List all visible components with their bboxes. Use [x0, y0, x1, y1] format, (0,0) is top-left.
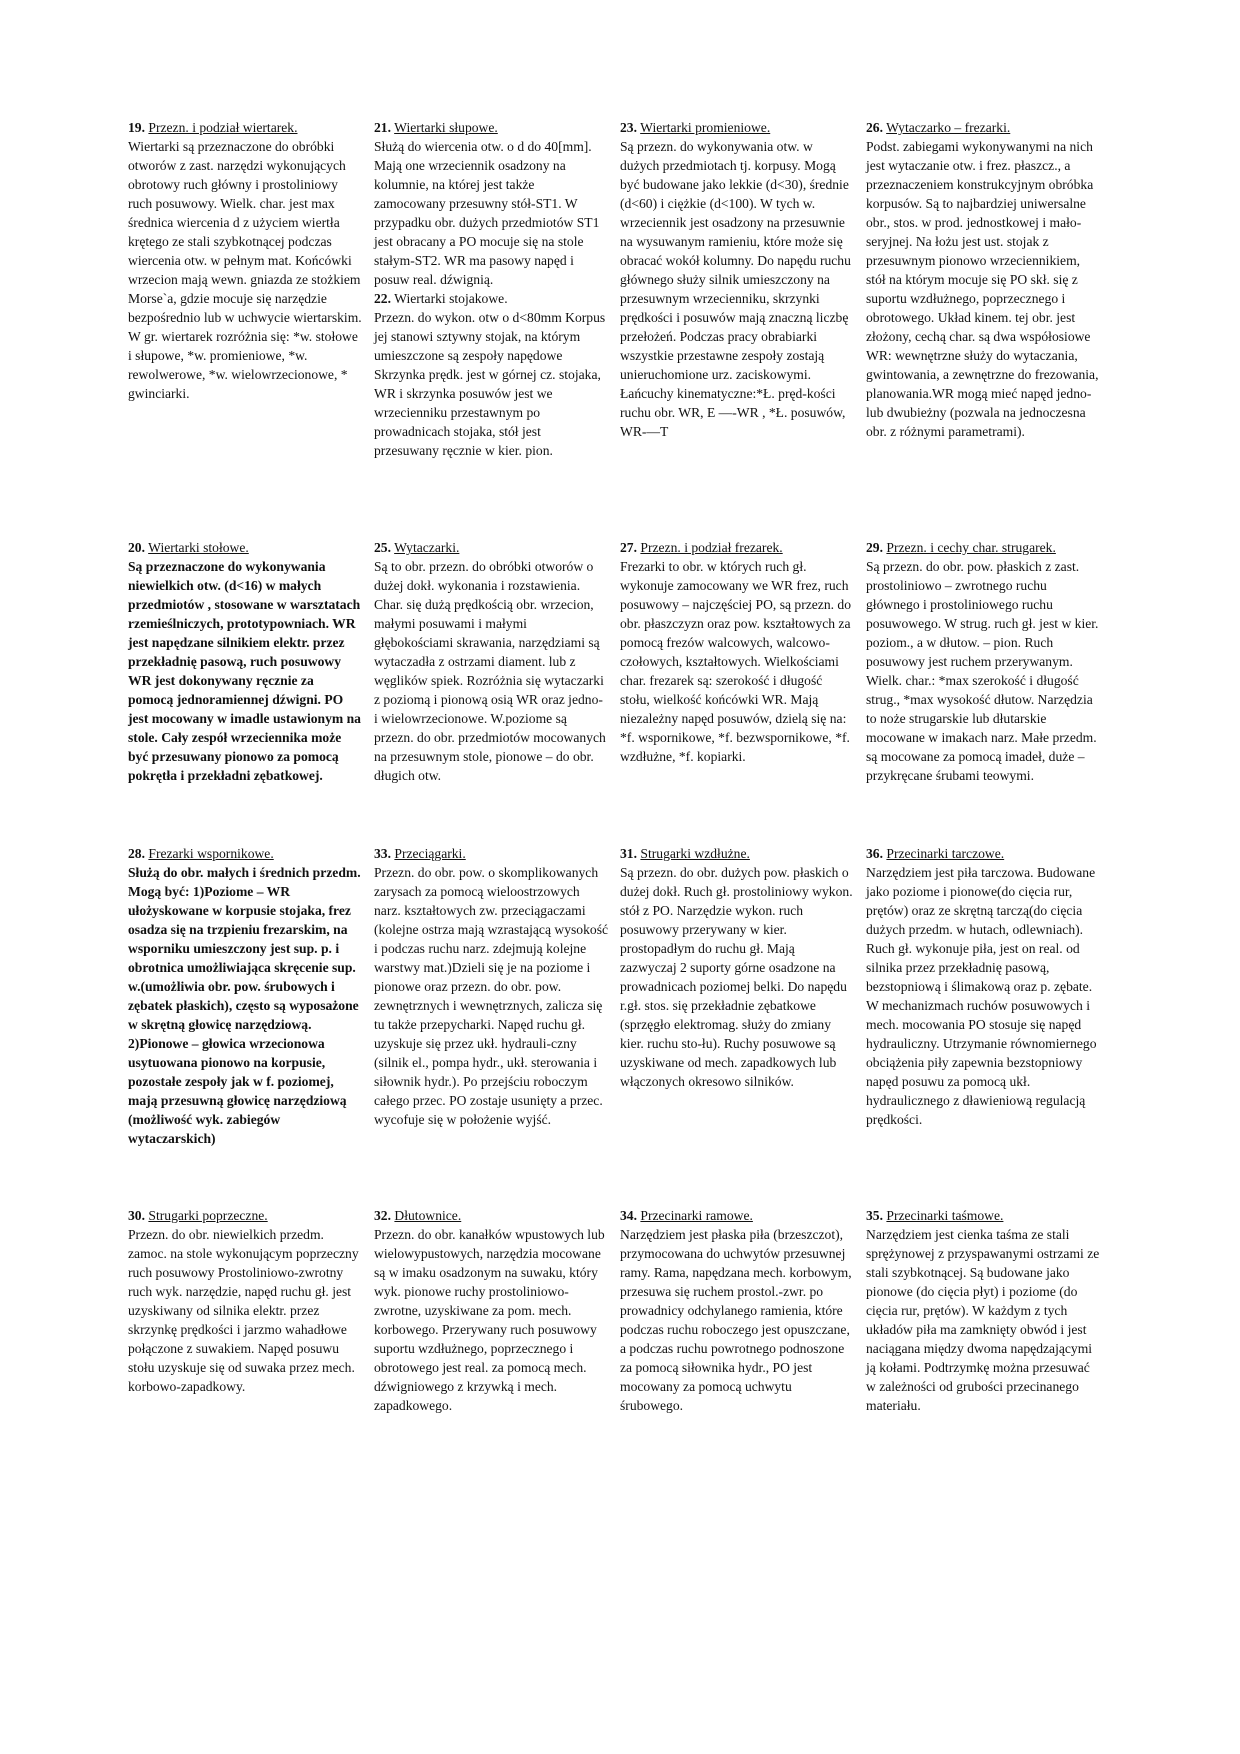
section-number: 26. — [866, 120, 883, 135]
section-text: Narzędziem jest piła tarczowa. Budowane jako poziome i pionowe(do cięcia rur, prętów) oraz ze skrętną tarczą(do cięcia dużych przedm. w hutach, odlewniach). Ruch gł. wykonuje piła, jest on real. od silnika przez przekładnię pasową, bezstopniową i ślimakową oraz p. zębate. W mechanizmach ruchów posuwowych i mech. mocowania PO stosuje się napęd hydrauliczny. Utrzymanie równomiernego obciążenia piły zapewnia bezstopniowy napęd posuwu za pomocą ukł. hydraulicznego z dławieniową regulacją prędkości. — [866, 865, 1097, 1127]
section-number: 33. — [374, 846, 391, 861]
section-text: Przezn. do wykon. otw o d<80mm Korpus jej stanowi sztywny stojak, na którym umieszczone są zespoły napędowe Skrzynka prędk. jest w górnej cz. stojaka, WR i skrzynka posuwów jest we wrzecienniku przestawnym po prowadnicach stojaka, stół jest przesuwany ręcznie w kier. pion. — [374, 310, 606, 458]
section-21 — [374, 118, 608, 460]
section-text: Przezn. do obr. kanałków wpustowych lub wielowypustowych, narzędzia mocowane są w imaku osadzonym na suwaku, który wyk. pionowe ruchy prostoliniowo-zwrotne, uzyskiwane za pom. mech. korbowego. Przerywany ruch posuwowy suportu wzdłużnego, poprzecznego i obrotowego jest real. za pomocą mech. dźwigniowego z krzywką i mech. zapadkowego. — [374, 1227, 605, 1413]
section-title: Wytaczarki. — [394, 540, 460, 555]
section-title: Przecinarki taśmowe. — [886, 1208, 1004, 1223]
section-33 — [374, 844, 608, 1129]
section-28 — [128, 844, 362, 1148]
section-title: Wytaczarko – frezarki. — [886, 120, 1011, 135]
section-27 — [620, 538, 854, 766]
section-29 — [866, 538, 1100, 785]
section-number: 32. — [374, 1208, 391, 1223]
section-number: 29. — [866, 540, 883, 555]
section-title: Dłutownice. — [394, 1208, 462, 1223]
section-35 — [866, 1206, 1100, 1415]
section-number: 21. — [374, 120, 391, 135]
section-text: Służą do wiercenia otw. o d do 40[mm]. Mają one wrzeciennik osadzony na kolumnie, na której jest także zamocowany przesuwny stół-ST1. W przypadku obr. dużych przedmiotów ST1 jest obracany a PO mocuje się na stole stałym-ST2. WR ma pasowy napęd i posuw real. dźwignią. — [374, 139, 600, 287]
section-number: 28. — [128, 846, 145, 861]
section-text: Są przezn. do wykonywania otw. w dużych przedmiotach tj. korpusy. Mogą być budowane jako lekkie (d<30), średnie (d<60) i ciężkie (d<100). W tych w. wrzeciennik jest osadzony na przesuwnie na wysuwanym ramieniu, które może się obracać wokół kolumny. Do napędu ruchu głównego służy silnik umieszczony na przesuwnym wrzecienniku, skrzynki prędkości i posuwów mają znaczną liczbę przełożeń. Podczas pracy obrabiarki wszystkie przestawne zespoły zostają unieruchomione urz. zaciskowymi. Łańcuchy kinematyczne:*Ł. pręd-kości ruchu obr. WR, E —-WR , *Ł. posuwów, WR-—T — [620, 139, 851, 439]
section-title: Strugarki poprzeczne. — [148, 1208, 268, 1223]
section-number: 25. — [374, 540, 391, 555]
section-number: 27. — [620, 540, 637, 555]
section-number: 31. — [620, 846, 637, 861]
section-title: Przecinarki tarczowe. — [886, 846, 1005, 861]
section-number: 36. — [866, 846, 883, 861]
section-text: Frezarki to obr. w których ruch gł. wykonuje zamocowany we WR frez, ruch posuwowy – najczęściej PO, są przezn. do obr. płaszczyzn oraz pow. kształtowych za pomocą frezów walcowych, walcowo-czołowych, kształtowych. Wielkościami char. frezarek są: szerokość i długość stołu, wielkość końcówki WR. Mają niezależny napęd posuwów, dzielą się na: *f. wspornikowe, *f. bezwspornikowe, *f. wzdłużne, *f. kopiarki. — [620, 559, 852, 764]
section-text: Przezn. do obr. niewielkich przedm. zamoc. na stole wykonującym poprzeczny ruch posuwowy Prostoliniowo-zwrotny ruch wyk. narzędzie, napęd ruchu gł. jest uzyskiwany od silnika elektr. przez skrzynkę prędkości i jarzmo wahadłowe połączone z suwakiem. Napęd posuwu stołu uzyskuje się od suwaka przez mech. korbowo-zapadkowy. — [128, 1227, 359, 1394]
section-title: Wiertarki stołowe. — [148, 540, 249, 555]
section-text: Wiertarki są przeznaczone do obróbki otworów z zast. narzędzi wykonujących obrotowy ruch główny i prostoliniowy ruch posuwowy. Wielk. char. jest max średnica wiercenia d z użyciem wiertła krętego ze stali szybkotnącej podczas wiercenia otw. w pełnym mat. Końcówki wrzecion mają wewn. gniazda ze stożkiem Morse`a, gdzie mocuje się narzędzie bezpośrednio lub w uchwycie wiertarskim. W gr. wiertarek rozróżnia się: *w. stołowe i słupowe, *w. promieniowe, *w. rewolwerowe, *w. wielowrzecionowe, * gwinciarki. — [128, 139, 362, 401]
section-title: Przezn. i podział frezarek. — [640, 540, 783, 555]
section-text: Są przeznaczone do wykonywania niewielkich otw. (d<16) w małych przedmiotów , stosowane w warsztatach rzemieślniczych, prototypowniach. WR jest napędzane silnikiem elektr. przez przekładnię pasową, ruch posuwowy WR jest dokonywany ręcznie za pomocą jednoramiennej dźwigni. PO jest mocowany w imadle ustawionym na stole. Cały zespół wrzeciennika może być przesuwany pionowo za pomocą pokrętła i przekładni zębatkowej. — [128, 559, 361, 783]
section-25 — [374, 538, 608, 785]
section-title: Przeciągarki. — [394, 846, 466, 861]
section-title: Wiertarki słupowe. — [394, 120, 498, 135]
section-34 — [620, 1206, 854, 1415]
section-number: 20. — [128, 540, 145, 555]
section-title: Wiertarki stojakowe. — [394, 291, 508, 306]
section-text: Służą do obr. małych i średnich przedm. Mogą być: 1)Poziome – WR ułożyskowane w korpusie stojaka, frez osadza się na trzpieniu frezarskim, na wsporniku umieszczony jest sup. p. i obrotnica umożliwiająca skręcenie sup. w.(umożliwia obr. pow. śrubowych i zębatek płaskich), często są wyposażone w skrętną głowicę narzędziową. 2)Pionowe – głowica wrzecionowa usytuowana pionowo na korpusie, pozostałe zespoły jak w f. poziomej, mają przesuwną głowicę narzędziową (możliwość wyk. zabiegów wytaczarskich) — [128, 865, 361, 1146]
section-number: 23. — [620, 120, 637, 135]
section-title: Strugarki wzdłużne. — [640, 846, 750, 861]
section-title: Przecinarki ramowe. — [640, 1208, 753, 1223]
section-title: Wiertarki promieniowe. — [640, 120, 771, 135]
section-number: 22. — [374, 291, 391, 306]
section-text: Narzędziem jest cienka taśma ze stali sprężynowej z przyspawanymi ostrzami ze stali szybkotnącej. Są budowane jako pionowe (do cięcia płyt) i poziome (do cięcia rur, prętów). W każdym z tych układów piła ma zamknięty obwód i jest naciągana między dwoma napędzającymi ją kołami. Podtrzymkę można przesuwać w zależności od grubości przecinanego materiału. — [866, 1227, 1100, 1413]
section-32 — [374, 1206, 608, 1415]
section-text: Są przezn. do obr. pow. płaskich z zast. prostoliniowo – zwrotnego ruchu głównego i prostoliniowego ruchu posuwowego. W strug. ruch gł. jest w kier. poziom., a w dłutow. – pion. Ruch posuwowy jest ruchem przerywanym. Wielk. char.: *max szerokość i długość strug., *max wysokość dłutow. Narzędzia to noże strugarskie lub dłutarskie mocowane w imakach narz. Małe przedm. są mocowane za pomocą imadeł, duże – przykręcane śrubami teowymi. — [866, 559, 1099, 783]
section-26 — [866, 118, 1100, 441]
section-number: 35. — [866, 1208, 883, 1223]
section-23 — [620, 118, 854, 441]
section-text: Są to obr. przezn. do obróbki otworów o dużej dokł. wykonania i rozstawienia. Char. się dużą prędkością obr. wrzecion, małymi posuwami i małymi głębokościami skrawania, narzędziami są wytaczadła z ostrzami diament. lub z węglików spiek. Rozróżnia się wytaczarki z poziomą i pionową osią WR oraz jedno- i wielowrzecionowe. W.poziome są przezn. do obr. przedmiotów mocowanych na przesuwnym stole, pionowe – do obr. długich otw. — [374, 559, 606, 783]
section-title: Przezn. i podział wiertarek. — [148, 120, 298, 135]
section-31 — [620, 844, 854, 1091]
section-title: Frezarki wspornikowe. — [148, 846, 274, 861]
section-19 — [128, 118, 362, 403]
section-text: Przezn. do obr. pow. o skomplikowanych zarysach za pomocą wieloostrzowych narz. kształtowych zw. przeciągaczami (kolejne ostrza mają wzrastającą wysokość i podczas ruchu narz. zdejmują kolejne warstwy mat.)Dzieli się je na poziome i pionowe oraz przezn. do obr. pow. zewnętrznych i wewnętrznych, zalicza się tu także przepycharki. Napęd ruchu gł. uzyskuje się przez ukł. hydrauli-czny (silnik el., pompa hydr., ukł. sterowania i siłownik hydr.). Po przejściu roboczym całego przec. PO zostaje usunięty a przec. wycofuje się w położenie wyjść. — [374, 865, 609, 1127]
section-36 — [866, 844, 1100, 1129]
section-number: 30. — [128, 1208, 145, 1223]
section-text: Narzędziem jest płaska piła (brzeszczot), przymocowana do uchwytów przesuwnej ramy. Rama, napędzana mech. korbowym, przesuwa się ruchem prostol.-zwr. po prowadnicy odchylanego ramienia, które podczas ruchu roboczego jest opuszczane, a podczas ruchu powrotnego podnoszone za pomocą siłownika hydr., PO jest mocowany za pomocą uchwytu śrubowego. — [620, 1227, 852, 1413]
section-number: 19. — [128, 120, 145, 135]
section-title: Przezn. i cechy char. strugarek. — [886, 540, 1056, 555]
section-30 — [128, 1206, 362, 1396]
section-text: Podst. zabiegami wykonywanymi na nich jest wytaczanie otw. i frez. płaszcz., a przeznaczeniem konstrukcyjnym obróbka korpusów. Są to najbardziej uniwersalne obr., stos. w prod. jednostkowej i mało-seryjnej. Na łożu jest ust. stojak z przesuwnym pionowo wrzeciennikiem, stół na którym mocuje się PO skł. się z suportu wzdłużnego, poprzecznego i obrotowego. Układ kinem. tej obr. jest złożony, cechą char. są dwa współosiowe WR: wewnętrzne służy do wytaczania, gwintowania, a zewnętrzne do frezowania, planowania.WR mogą mieć napęd jedno- lub dwubieżny (pozwala na jednoczesna obr. z różnymi parametrami). — [866, 139, 1099, 439]
section-text: Są przezn. do obr. dużych pow. płaskich o dużej dokł. Ruch gł. prostoliniowy wykon. stół z PO. Narzędzie wykon. ruch posuwowy przerywany w kier. prostopadłym do ruchu gł. Mają zazwyczaj 2 suporty górne osadzone na prowadnicach poziomej belki. Do napędu r.gł. stos. się przekładnie zębatkowe (sprzęgło elektromag. służy do zmiany kier. ruchu sto-łu). Ruchy posuwowe są uzyskiwane od mech. zapadkowych lub włączonych okresowo silników. — [620, 865, 853, 1089]
section-20 — [128, 538, 362, 785]
section-number: 34. — [620, 1208, 637, 1223]
